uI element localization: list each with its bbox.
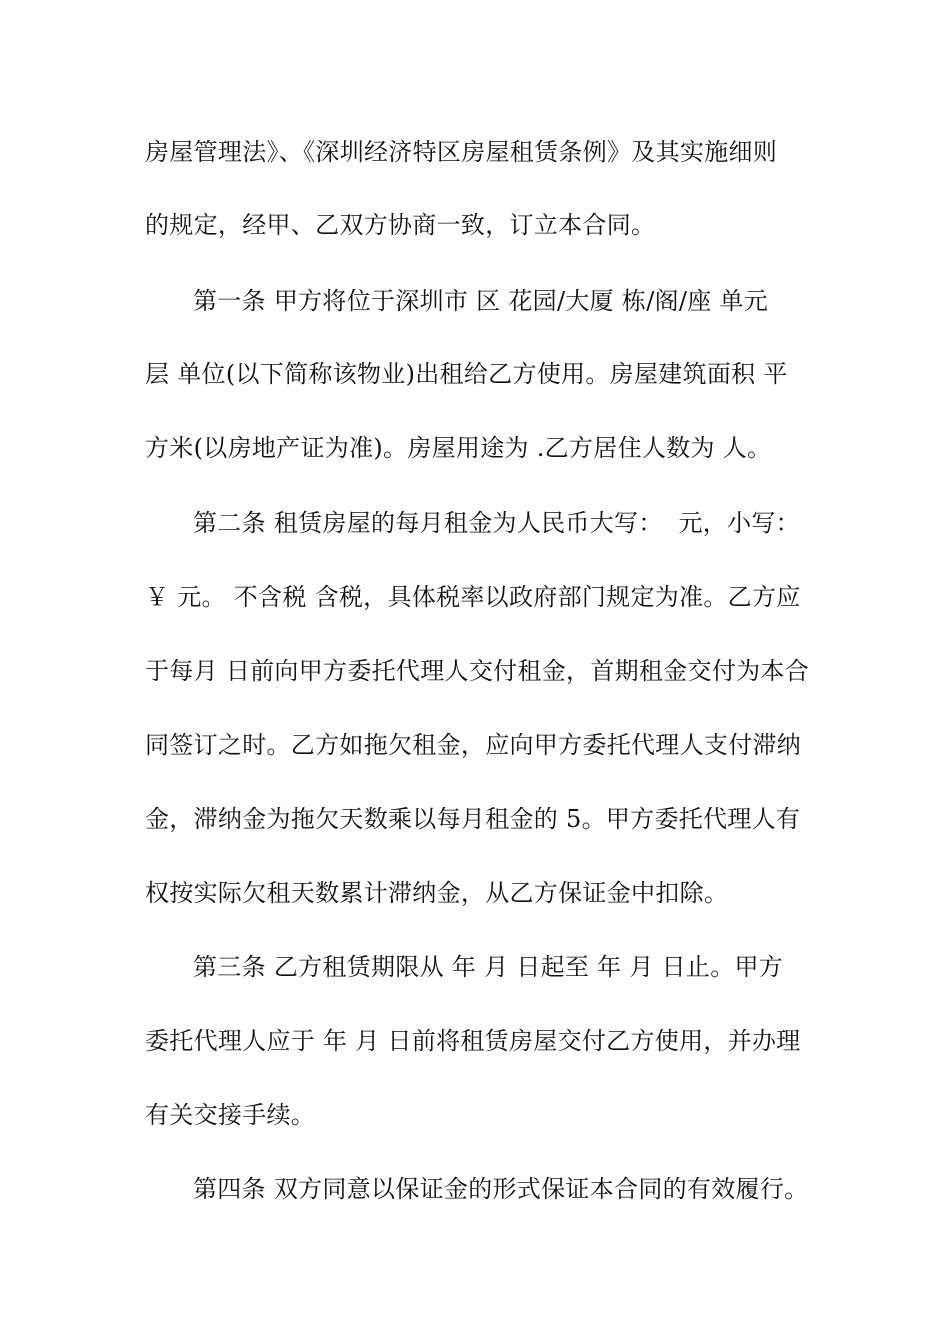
clause-1-line-2: 层 单位(以下简称该物业)出租给乙方使用。房屋建筑面积 平 — [145, 360, 788, 388]
clause-2-line-1: 第二条 租赁房屋的每月租金为人民币大写： 元，小写： — [193, 509, 800, 537]
clause-2-line-4: 同签订之时。乙方如拖欠租金，应向甲方委托代理人支付滞纳 — [145, 731, 802, 759]
clause-1-line-1: 第一条 甲方将位于深圳市 区 花园/大厦 栋/阁/座 单元 — [193, 287, 769, 315]
clause-1-line-3: 方米(以房地产证为准)。房屋用途为 .乙方居住人数为 人。 — [145, 434, 772, 462]
clause-3-line-1: 第三条 乙方租赁期限从 年 月 日起至 年 月 日止。甲方 — [193, 953, 784, 981]
clause-2-line-2: ￥ 元。 不含税 含税，具体税率以政府部门规定为准。乙方应 — [145, 583, 801, 611]
clause-3-line-2: 委托代理人应于 年 月 日前将租赁房屋交付乙方使用，并办理 — [145, 1027, 801, 1055]
clause-4-line-1: 第四条 双方同意以保证金的形式保证本合同的有效履行。 — [193, 1175, 809, 1203]
text-line-2: 的规定，经甲、乙双方协商一致，订立本合同。 — [145, 211, 656, 239]
text-line-1: 房屋管理法》、《深圳经济特区房屋租赁条例》及其实施细则 — [145, 138, 778, 166]
clause-2-line-5: 金，滞纳金为拖欠天数乘以每月租金的 5。甲方委托代理人有 — [145, 805, 801, 833]
clause-2-line-3: 于每月 日前向甲方委托代理人交付租金，首期租金交付为本合 — [145, 657, 810, 685]
clause-2-line-6: 权按实际欠租天数累计滞纳金，从乙方保证金中扣除。 — [145, 879, 729, 907]
clause-3-line-3: 有关交接手续。 — [145, 1101, 316, 1129]
